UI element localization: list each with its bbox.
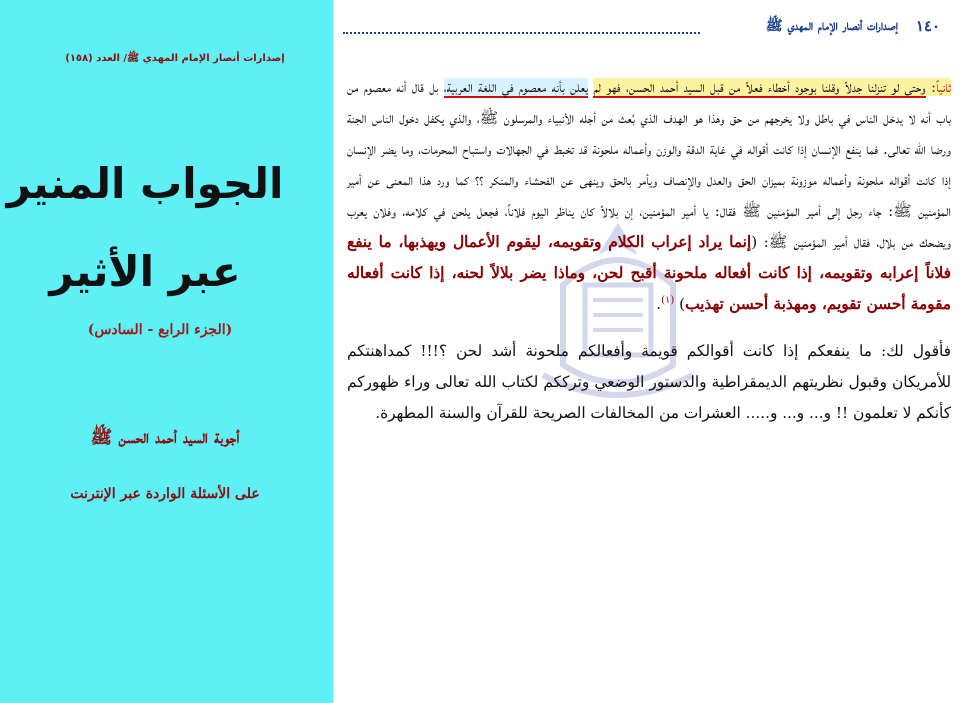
book-title: [0, 140, 290, 316]
header-title: إصدارات أنصار الإمام المهدي ﷺ: [765, 18, 898, 34]
point-label: ثانياً:: [930, 78, 951, 96]
page-number: ١٤٠: [915, 17, 940, 35]
volume-label: (الجزء الرابع - السادس): [87, 322, 233, 338]
paragraph-text: بل قال أنه معصوم من باب أنه لا يدخل الناس في باطل ولا يخرجهم من حق وهذا هو الهدف الذي بُعث من أجله الأنبياء والمرسلون ﷺ، والذي يكفل دخول الناس الجنة ورضا الله تعالى. فما ينفع الإنسان إذا كانت أقواله في غاية الدقة والوزن وأعماله ملحونة قد تخبط في الجهالات واستباح المحرمات، وما يضر الإنسان إذا كانت أقواله ملحونة وأعماله موزونة بميزان الحق والعدل والإنصاف ويأمر بالحق وينهى عن الفحشاء والمنكر ؟؟ كما ورد هذا المعنى عن أمير المؤمنين ﷺ: جاء رجل إلى أمير المؤمنين ﷺ فقال: يا أمير المؤمنين، إن بلالاً كان يناظر اليوم فلاناً، فجعل يلحن في كلامه، وفلان يعرب ويضحك من بلال، فقال أمير المؤمنين ﷺ: (: [347, 78, 951, 251]
book-title-line-2: عبر الأثير: [49, 247, 241, 296]
highlight-yellow: [593, 78, 950, 96]
paragraph-second-point: [347, 72, 951, 320]
book-title-line-1: الجواب المنير: [6, 159, 284, 208]
highlighted-claim-2: يعلن بأنه معصوم في اللغة العربية،: [443, 78, 589, 96]
paragraph-reply: فأقول لك: ما ينفعكم إذا كانت أقوالكم قويمة وأفعالكم ملحونة أشد لحن ؟!!! كمداهنتكم للأمريكان وقبول نظريتهم الديمقراطية والدستور الوضعي وترككم لكتاب الله تعالى وراء ظهوركم كأنكم لا تعلمون !! و... و... و..... العشرات من المخالفات الصريحة للقرآن والسنة المطهرة.: [347, 342, 951, 422]
running-header: [333, 14, 960, 40]
hadith-quote: إنما يراد إعراب الكلام وتقويمه، ليقوم الأعمال ويهذبها، ما ينفع فلاناً إعرابه وتقويمه، إذا كانت أفعاله ملحونة أقبح لحن، وماذا يضر بلالاً لحنه، إذا كانت أفعاله مقومة أحسن تقويم، ومهذبة أحسن تهذيب: [347, 233, 951, 313]
highlighted-claim: وحتى لو تنزلنا جدلاً وقلنا بوجود أخطاء فعلاً من قبل السيد أحمد الحسن، فهو لم: [593, 78, 926, 96]
header-dotted-rule: [343, 32, 700, 34]
cover-panel: [0, 0, 333, 703]
answers-by-label: أجوبة السيد أحمد الحسن ﷺ: [90, 427, 240, 448]
book-page: [333, 0, 960, 703]
page-text: [347, 72, 951, 429]
footnote-reference: (١): [661, 294, 675, 306]
quote-close: ): [679, 295, 686, 313]
questions-source-label: على الأسئلة الواردة عبر الإنترنت: [70, 486, 260, 502]
series-label: إصدارات أنصار الإمام المهدي ﷺ/ العدد (١٥٨): [65, 53, 285, 64]
quote-end: .: [656, 295, 662, 313]
